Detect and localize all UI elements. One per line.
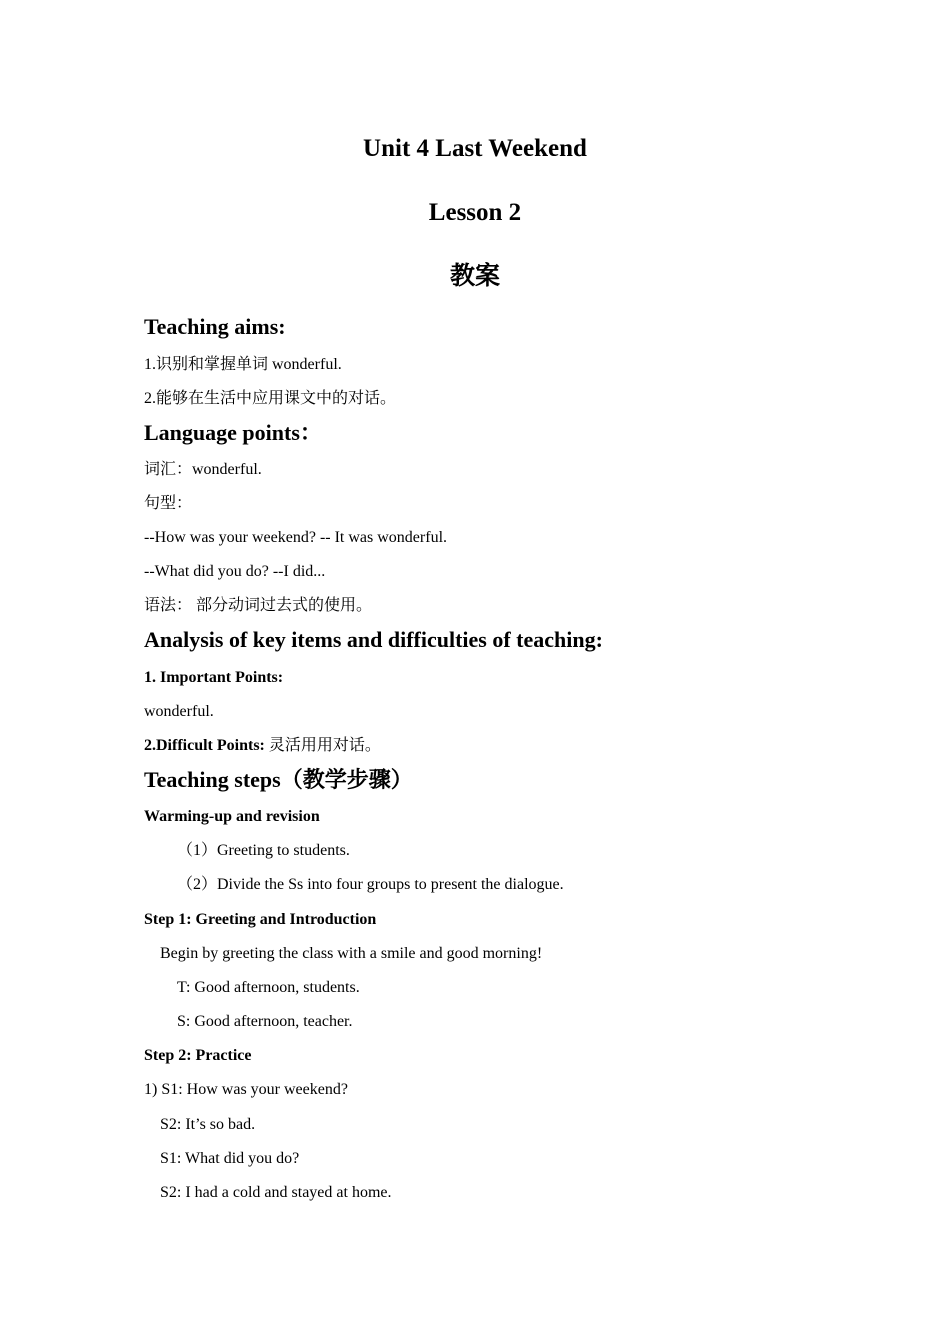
lesson-plan-title: 教案 bbox=[449, 263, 500, 290]
sentence-pattern-2: --What did you do? --I did... bbox=[144, 563, 326, 580]
step-2-label: Step 2: Practice bbox=[144, 1047, 252, 1064]
important-points-text: wonderful. bbox=[144, 703, 214, 720]
warmup-label: Warming-up and revision bbox=[144, 808, 320, 825]
vocabulary-line: 词汇：wonderful. bbox=[144, 461, 262, 478]
step-1-label: Step 1: Greeting and Introduction bbox=[144, 911, 377, 928]
step-1-student-line: S: Good afternoon, teacher. bbox=[177, 1013, 353, 1030]
difficult-points-text: 灵活用用对话。 bbox=[264, 737, 381, 754]
teaching-steps-heading: Teaching steps（教学步骤） bbox=[144, 767, 413, 792]
sentence-pattern-1: --How was your weekend? -- It was wonderful. bbox=[144, 529, 448, 546]
aim-item-2: 2.能够在生活中应用课文中的对话。 bbox=[144, 390, 397, 407]
lesson-title: Lesson 2 bbox=[428, 199, 522, 226]
step-1-teacher-line: T: Good afternoon, students. bbox=[177, 979, 360, 996]
difficult-points-label: 2.Difficult Points: bbox=[144, 737, 265, 754]
warmup-item-2: （2）Divide the Ss into four groups to present the dialogue. bbox=[177, 876, 564, 893]
analysis-heading: Analysis of key items and difficulties of teaching: bbox=[144, 627, 603, 652]
important-points-label: 1. Important Points: bbox=[144, 669, 284, 686]
sentence-pattern-label: 句型： bbox=[144, 495, 193, 512]
step-1-text: Begin by greeting the class with a smile and good morning! bbox=[160, 945, 543, 962]
difficult-points-line bbox=[144, 736, 381, 756]
grammar-line: 语法： 部分动词过去式的使用。 bbox=[144, 597, 373, 614]
step-2-line-2: S2: It’s so bad. bbox=[160, 1116, 256, 1133]
aim-item-1: 1.识别和掌握单词 wonderful. bbox=[144, 356, 342, 373]
unit-title: Unit 4 Last Weekend bbox=[363, 135, 587, 162]
step-2-line-4: S2: I had a cold and stayed at home. bbox=[160, 1184, 392, 1201]
warmup-item-1: （1）Greeting to students. bbox=[177, 842, 350, 859]
language-points-heading: Language points： bbox=[144, 420, 322, 445]
step-2-line-1: 1) S1: How was your weekend? bbox=[144, 1081, 348, 1098]
teaching-aims-heading: Teaching aims: bbox=[144, 314, 286, 339]
step-2-line-3: S1: What did you do? bbox=[160, 1150, 300, 1167]
